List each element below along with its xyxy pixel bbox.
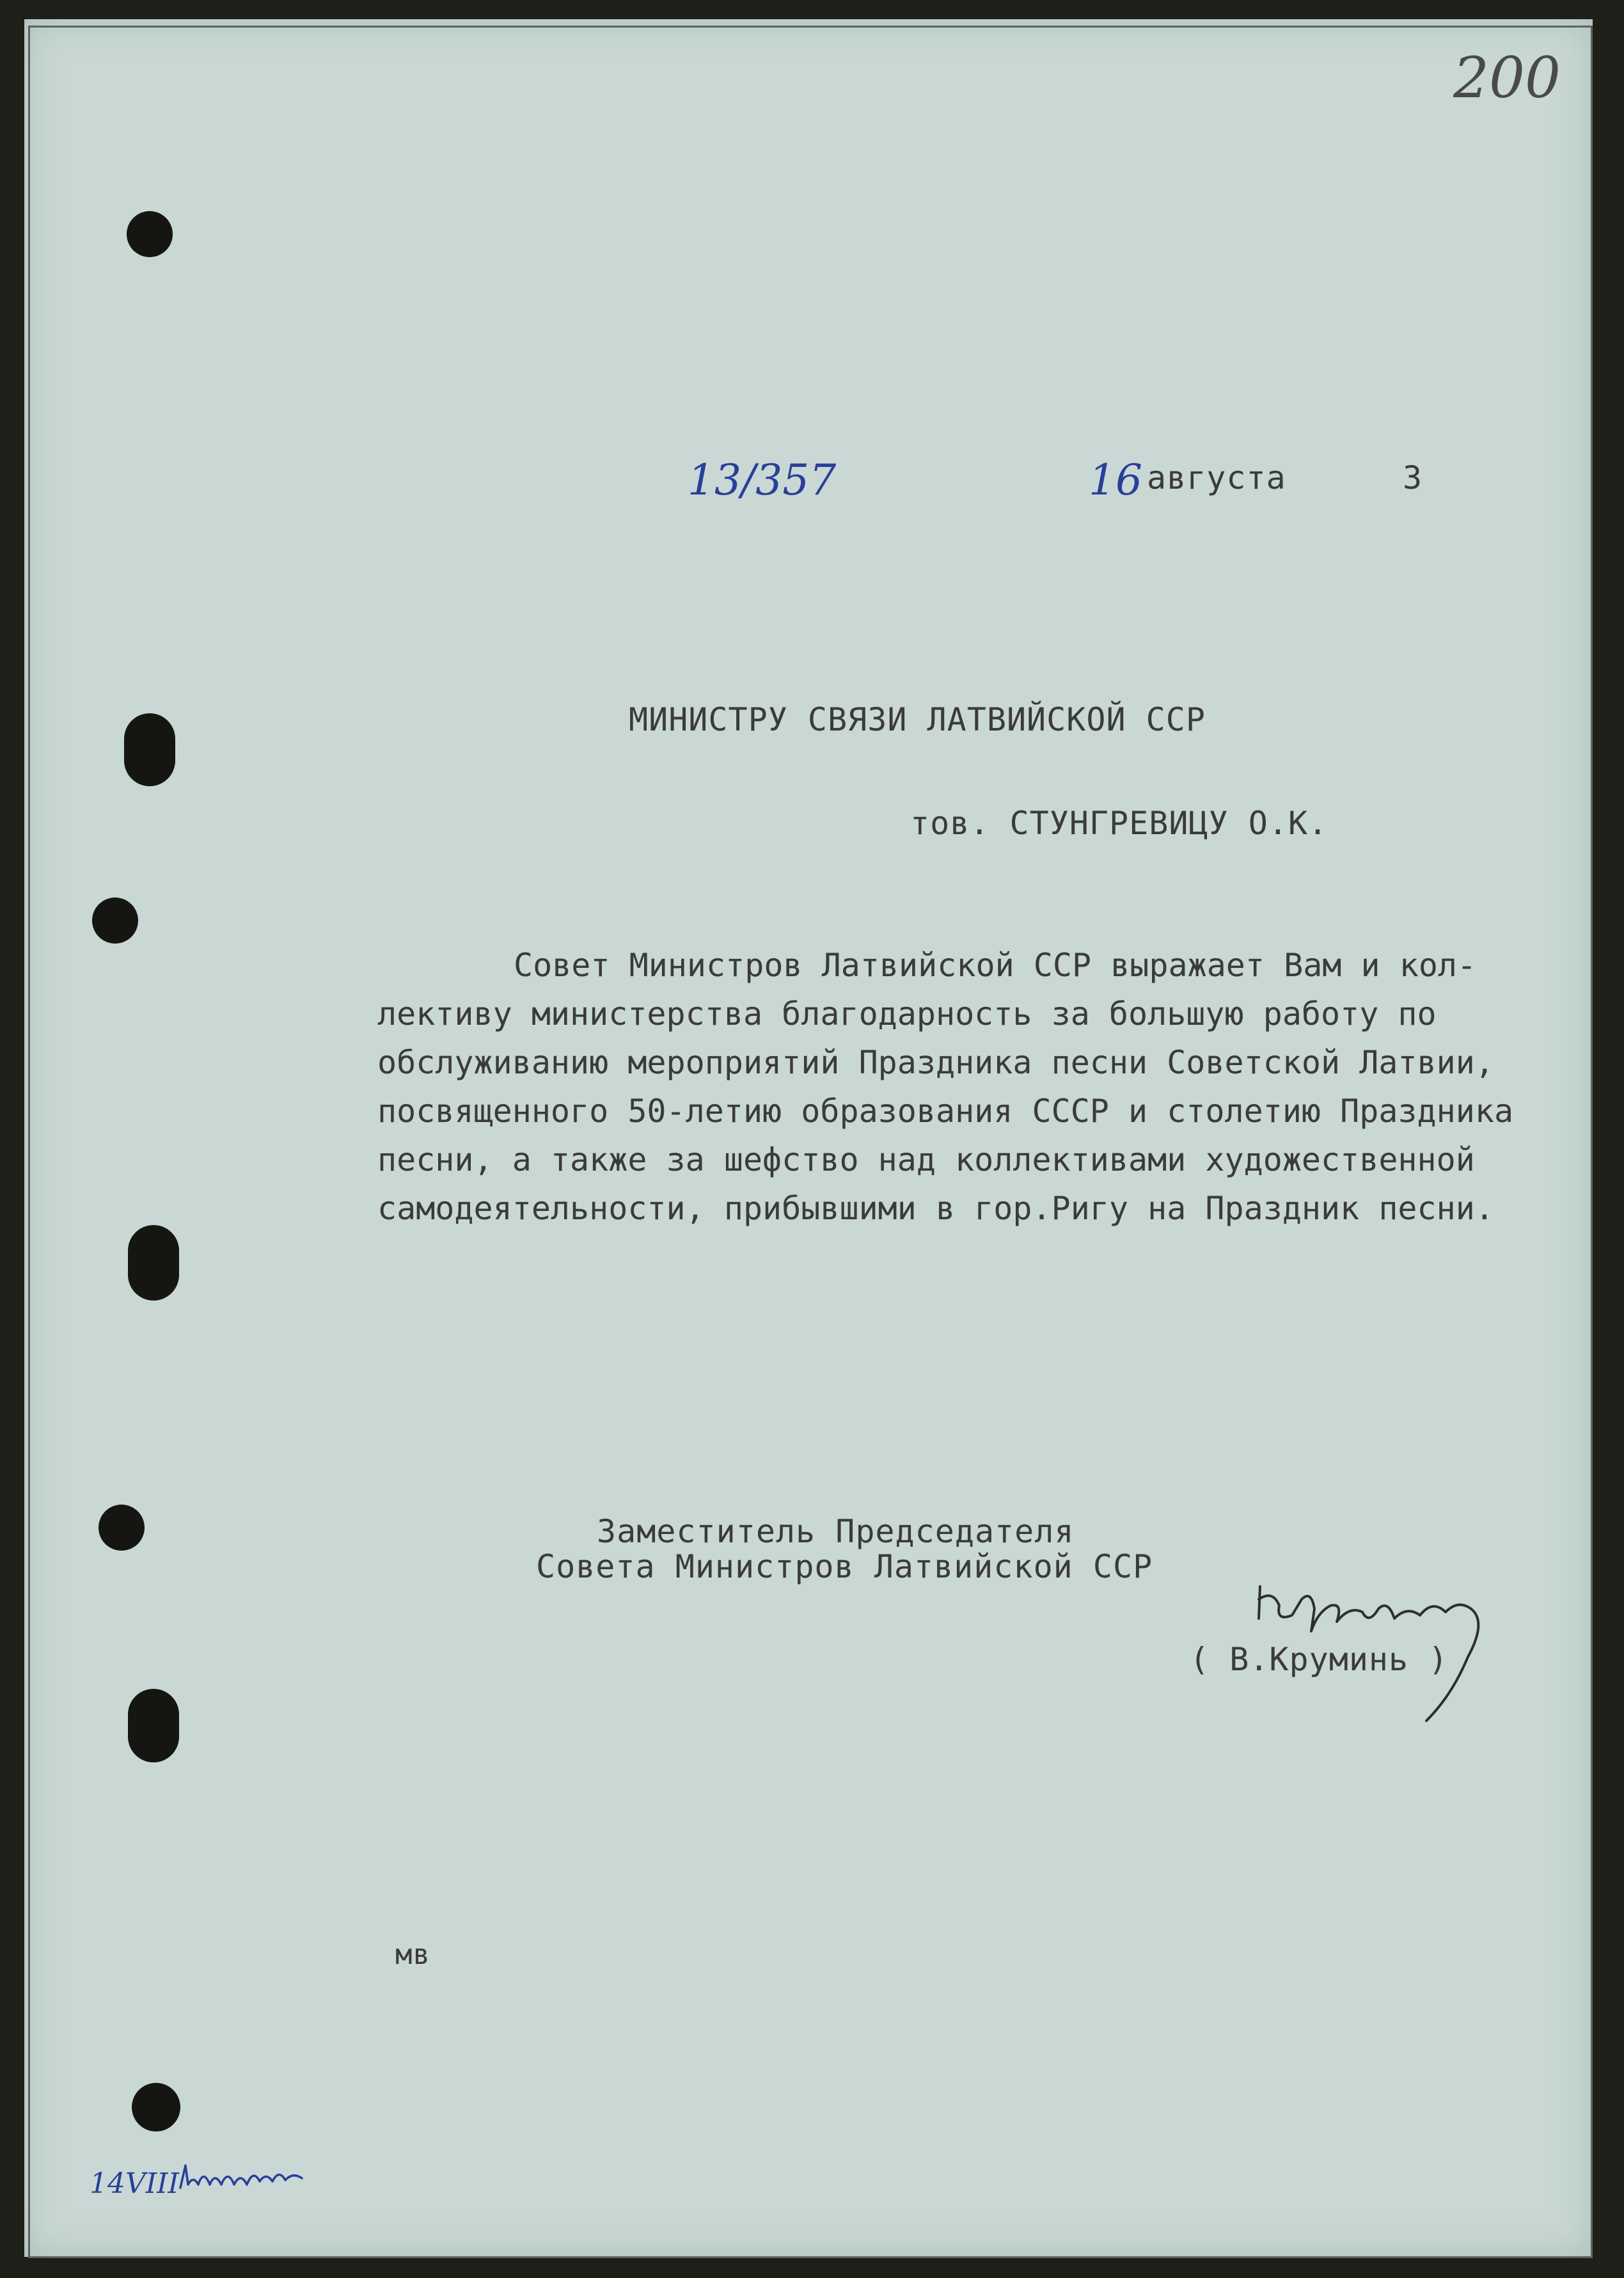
addressee-title: МИНИСТРУ СВЯЗИ ЛАТВИЙСКОЙ ССР (629, 701, 1206, 738)
signatory-title-line1: Заместитель Председателя (597, 1513, 1075, 1550)
bottom-note-signature (174, 2149, 315, 2201)
punch-hole (128, 1689, 179, 1762)
punch-hole (124, 713, 175, 786)
signatory-title-line2: Совета Министров Латвийской ССР (536, 1548, 1153, 1585)
signatory-name: ( В.Круминь ) (1190, 1641, 1449, 1678)
punch-hole (99, 1505, 145, 1551)
date-day: 16 (1089, 455, 1142, 505)
body-line: лективу министерства благодарность за большую работу по (377, 995, 1437, 1032)
typist-initials: мв (395, 1938, 430, 1971)
body-line: самодеятельности, прибывшими в гор.Ригу на Праздник песни. (377, 1190, 1494, 1227)
archive-page-number: 200 (1453, 45, 1561, 111)
date-month: августа (1147, 459, 1286, 496)
body-line: песни, а также за шефство над коллективами художественной (377, 1141, 1475, 1178)
body-line: посвященного 50-летию образования СССР и столетию Праздника (377, 1093, 1514, 1130)
body-line: Совет Министров Латвийской ССР выражает Вам и кол- (514, 947, 1477, 984)
punch-hole (132, 2083, 180, 2132)
letter-body (377, 947, 1567, 1241)
punch-hole (127, 211, 173, 257)
punch-hole (128, 1225, 179, 1301)
addressee-name: тов. СТУНГРЕВИЦУ О.К. (910, 805, 1328, 842)
punch-hole (92, 898, 138, 944)
bottom-note-date: 14VIII (90, 2167, 179, 2200)
reference-number: 13/357 (688, 455, 837, 505)
date-year-fragment: 3 (1403, 459, 1423, 496)
body-line: обслуживанию мероприятий Праздника песни Советской Латвии, (377, 1044, 1494, 1081)
